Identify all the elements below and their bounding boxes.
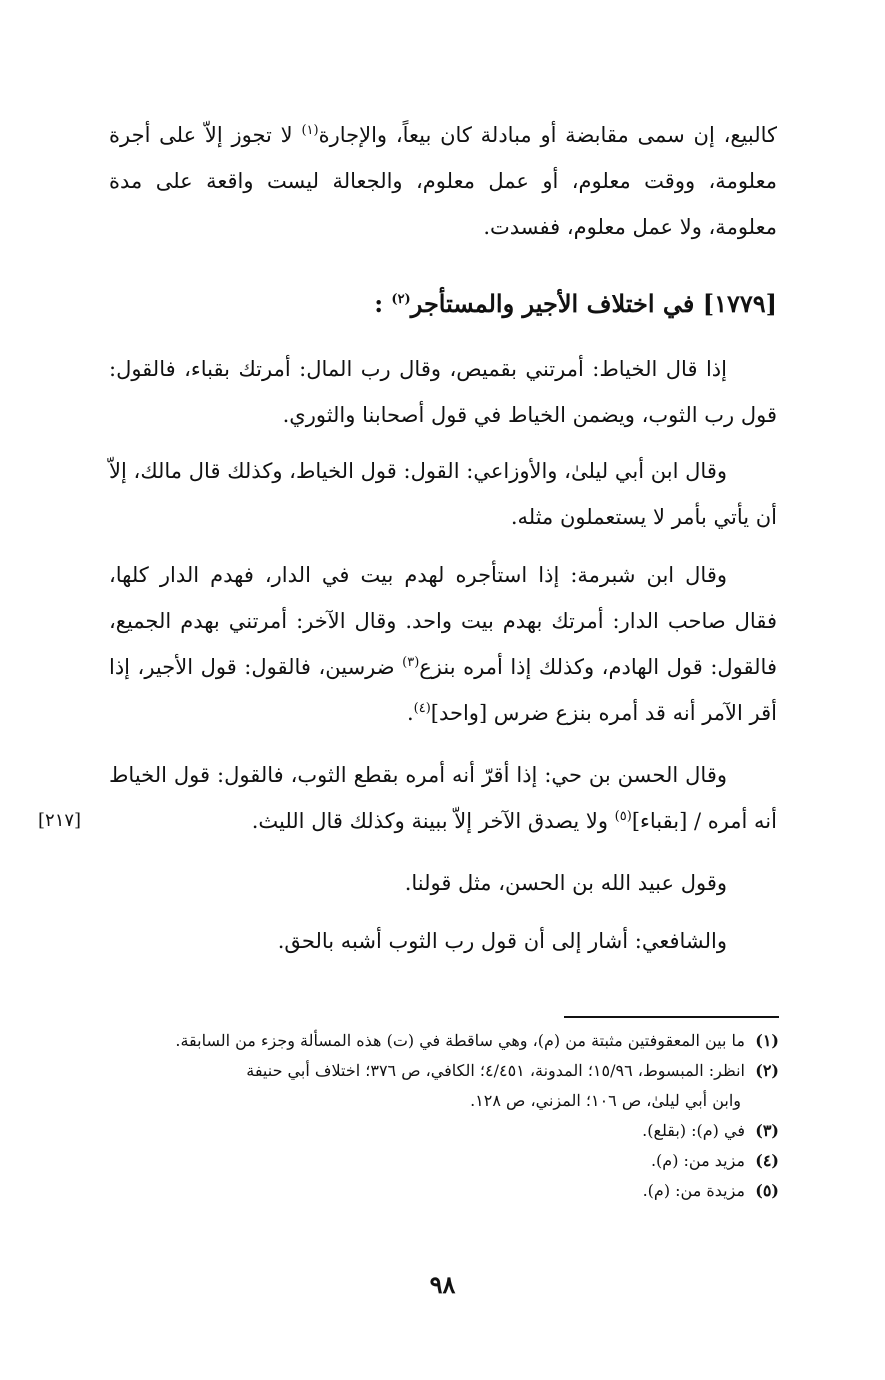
footnote-item (59, 1116, 779, 1146)
text-segment: وقال الحسن بن حي: إذا أقرّ أنه أمره بقطع الثوب، فالقول: قول الخياط أنه أمره / [بقباء] (109, 763, 777, 833)
heading-colon: : (374, 289, 392, 318)
footnote-text: مزيد من: (م). (650, 1151, 745, 1170)
text-segment: ضرسين، فالقول: قول الأجير، إذا أقر الآمر أنه قد أمره بنزع ضرس [واحد] (109, 655, 777, 725)
footnotes-list (59, 1026, 779, 1206)
footnote-marker: (٣) (402, 655, 420, 670)
footnote-number: (١) (755, 1031, 779, 1050)
footnote-divider (564, 1016, 779, 1018)
footnote-text: في (م): (بقلع). (642, 1121, 745, 1140)
paragraph-tailor-claim: إذا قال الخياط: أمرتني بقميص، وقال رب المال: أمرتك بقباء، فالقول: قول رب الثوب، ويضمن الخياط في قول أصحابنا والثوري. (109, 357, 777, 427)
text-segment: وقال ابن شبرمة: إذا استأجره لهدم بيت في الدار، فهدم الدار كلها، فقال صاحب الدار: أمرتك بهدم بيت واحد. وقال الآخر: أمرتني بهدم الجميع، فالقول: قول الهادم، وكذلك إذا أمره بنزع (109, 563, 777, 679)
footnote-item (59, 1056, 779, 1086)
footnote-number: (٤) (755, 1151, 779, 1170)
paragraph-shafii: والشافعي: أشار إلى أن قول رب الثوب أشبه بالحق. (277, 929, 727, 953)
footnote-marker: (١) (301, 123, 319, 138)
section-heading (109, 282, 777, 326)
footnote-marker: (٤) (413, 701, 431, 716)
paragraph-ibn-abi-layla: وقال ابن أبي ليلىٰ، والأوزاعي: القول: قول الخياط، وكذلك قال مالك، إلاّ أن يأتي بأمر لا يستعملون مثله. (109, 459, 777, 529)
footnote-text: مزيدة من: (م). (642, 1181, 745, 1200)
paragraph-ja-ala (109, 112, 777, 250)
text-segment: . (406, 701, 414, 725)
footnote-text: انظر: المبسوط، ١٥/٩٦؛ المدونة، ٤/٤٥١؛ الكافي، ص ٣٧٦؛ اختلاف أبي حنيفة (246, 1061, 745, 1080)
heading-text: [١٧٧٩] في اختلاف الأجير والمستأجر (410, 289, 777, 318)
footnote-number: (٢) (755, 1061, 779, 1080)
page-number: ٩٨ (429, 1270, 456, 1299)
paragraph-ubaydullah: وقول عبيد الله بن الحسن، مثل قولنا. (404, 871, 727, 895)
text-segment: ولا يصدق الآخر إلاّ ببينة وكذلك قال الليث. (251, 809, 615, 833)
footnote-text: وابن أبي ليلىٰ، ص ١٠٦؛ المزني، ص ١٢٨. (470, 1091, 741, 1110)
footnote-marker: (٢) (391, 292, 411, 307)
footnote-number: (٣) (755, 1121, 779, 1140)
footnote-item (59, 1146, 779, 1176)
footnote-marker: (٥) (614, 809, 632, 824)
footnote-continuation (59, 1086, 779, 1116)
manuscript-folio-ref: [٢١٧] (38, 810, 82, 831)
footnote-item (59, 1026, 779, 1056)
footnote-number: (٥) (755, 1181, 779, 1200)
paragraph-hasan-ibn-hayy (109, 752, 777, 844)
text-segment: كالبيع، إن سمى مقابضة أو مبادلة كان بيعاً، والإجارة (318, 123, 778, 147)
text-segment: لا تجوز إلاّ على أجرة معلومة، ووقت معلوم، أو عمل معلوم، والجعالة ليست واقعة على مدة معلومة، ولا عمل معلوم، ففسدت. (109, 123, 777, 239)
footnote-item (59, 1176, 779, 1206)
paragraph-ibn-shubruma (109, 552, 777, 736)
footnote-text: ما بين المعقوفتين مثبتة من (م)، وهي ساقطة في (ت) هذه المسألة وجزء من السابقة. (175, 1031, 745, 1050)
